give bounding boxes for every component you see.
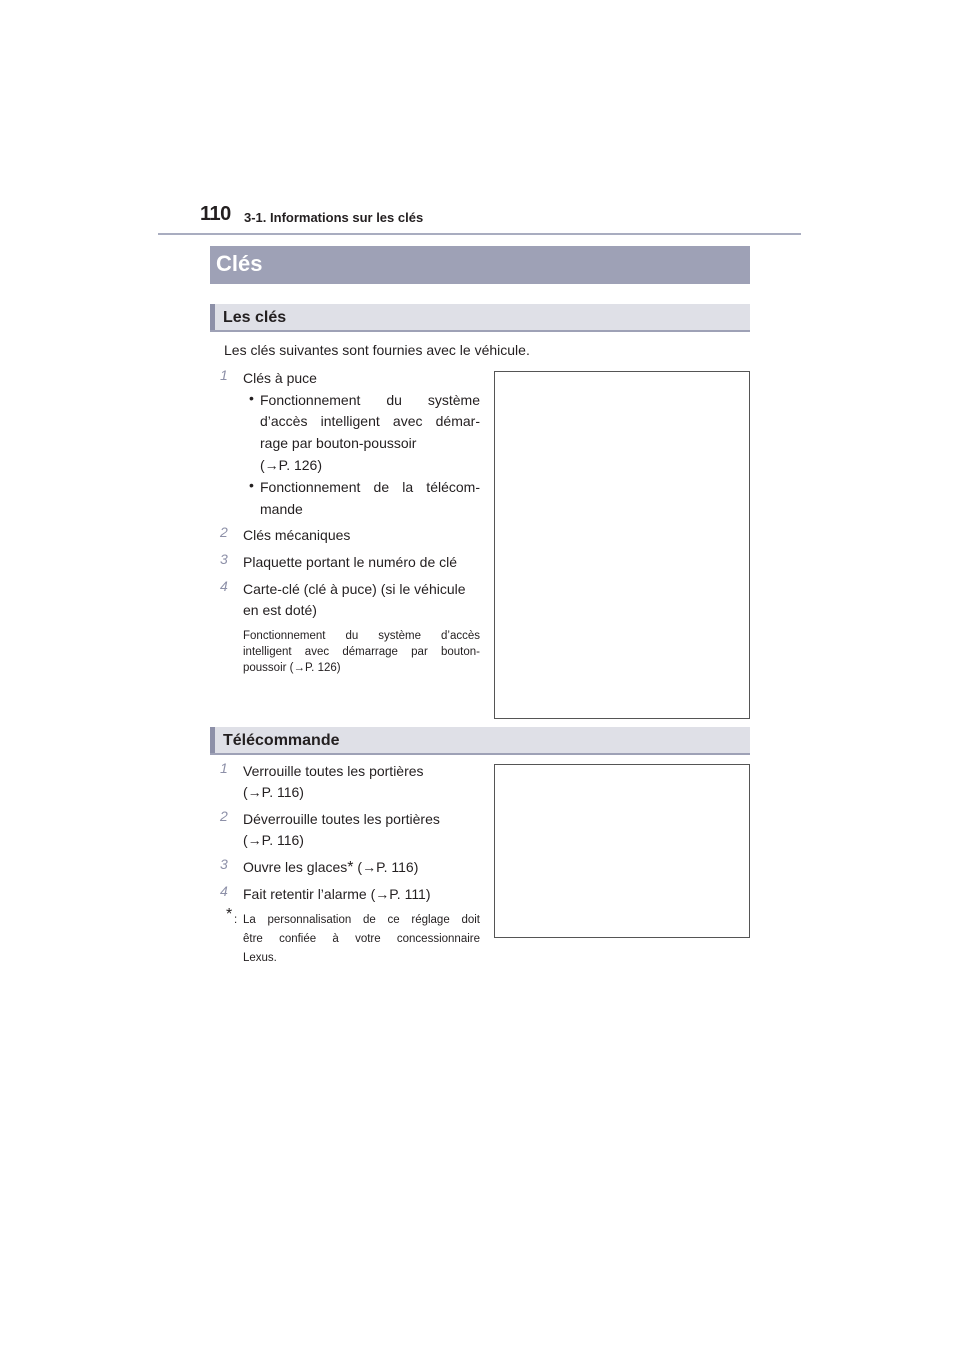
subsection-title-keys: Les clés: [223, 309, 287, 326]
heading-marker: [210, 304, 215, 330]
key-item-label: en est doté): [243, 602, 317, 618]
footnote-colon: :: [234, 914, 238, 926]
remote-item-label: Fait retentir l’alarme (→P. 111): [243, 886, 431, 902]
note-text: intelligent avec démarrage par bouton-: [243, 646, 480, 658]
key-item-label: Clés mécaniques: [243, 527, 351, 543]
item-number: 2: [220, 808, 228, 824]
page-reference: (→P. 126): [260, 457, 322, 473]
page-reference: (→P. 116): [243, 784, 304, 800]
remote-item-label: Verrouille toutes les portières: [243, 763, 424, 779]
keys-illustration: [494, 371, 750, 719]
item-number: 2: [220, 524, 228, 540]
subsection-heading-keys: [210, 304, 750, 332]
running-head: 3-1. Informations sur les clés: [244, 210, 424, 225]
section-title: Clés: [216, 251, 263, 276]
footnote-star: *: [347, 859, 354, 876]
page-reference: (→P. 116): [353, 859, 419, 875]
bullet-dot: •: [249, 477, 254, 493]
bullet-dot: •: [249, 390, 254, 406]
key-item-label: Clés à puce: [243, 370, 317, 386]
bullet-text: rage par bouton-poussoir: [260, 435, 417, 451]
bullet-text: d’accès intelligent avec démar-: [260, 413, 480, 429]
footnote-text: être confiée à votre concessionnaire: [243, 933, 480, 945]
footnote-star: *: [226, 906, 233, 923]
bullet-text: mande: [260, 501, 303, 517]
subsection-title-remote: Télécommande: [223, 732, 340, 749]
footnote-text: La personnalisation de ce réglage doit: [243, 914, 480, 926]
footnote-text: Lexus.: [243, 952, 277, 964]
page-number: 110: [200, 203, 231, 225]
item-number: 1: [220, 760, 228, 776]
item-number: 4: [220, 578, 228, 594]
page-reference: (→P. 116): [243, 832, 304, 848]
item-number: 3: [220, 856, 228, 872]
key-item-label: Carte-clé (clé à puce) (si le véhicule: [243, 581, 466, 597]
remote-item-label: [243, 857, 418, 878]
heading-marker: [210, 727, 215, 753]
item-number: 1: [220, 367, 228, 383]
remote-item-text: Ouvre les glaces: [243, 859, 348, 875]
section-title-bar: [210, 246, 750, 284]
keys-intro: Les clés suivantes sont fournies avec le véhicule.: [224, 342, 530, 358]
key-item-label: Plaquette portant le numéro de clé: [243, 554, 458, 570]
subsection-heading-remote: [210, 727, 750, 755]
header-rule: [158, 233, 801, 235]
bullet-text: Fonctionnement du système: [260, 392, 480, 408]
bullet-text: Fonctionnement de la télécom-: [260, 479, 480, 495]
item-number: 4: [220, 883, 228, 899]
remote-illustration: [494, 764, 750, 938]
note-text: poussoir (→P. 126): [243, 662, 341, 674]
note-text: Fonctionnement du système d’accès: [243, 630, 480, 642]
remote-item-label: Déverrouille toutes les portières: [243, 811, 440, 827]
item-number: 3: [220, 551, 228, 567]
